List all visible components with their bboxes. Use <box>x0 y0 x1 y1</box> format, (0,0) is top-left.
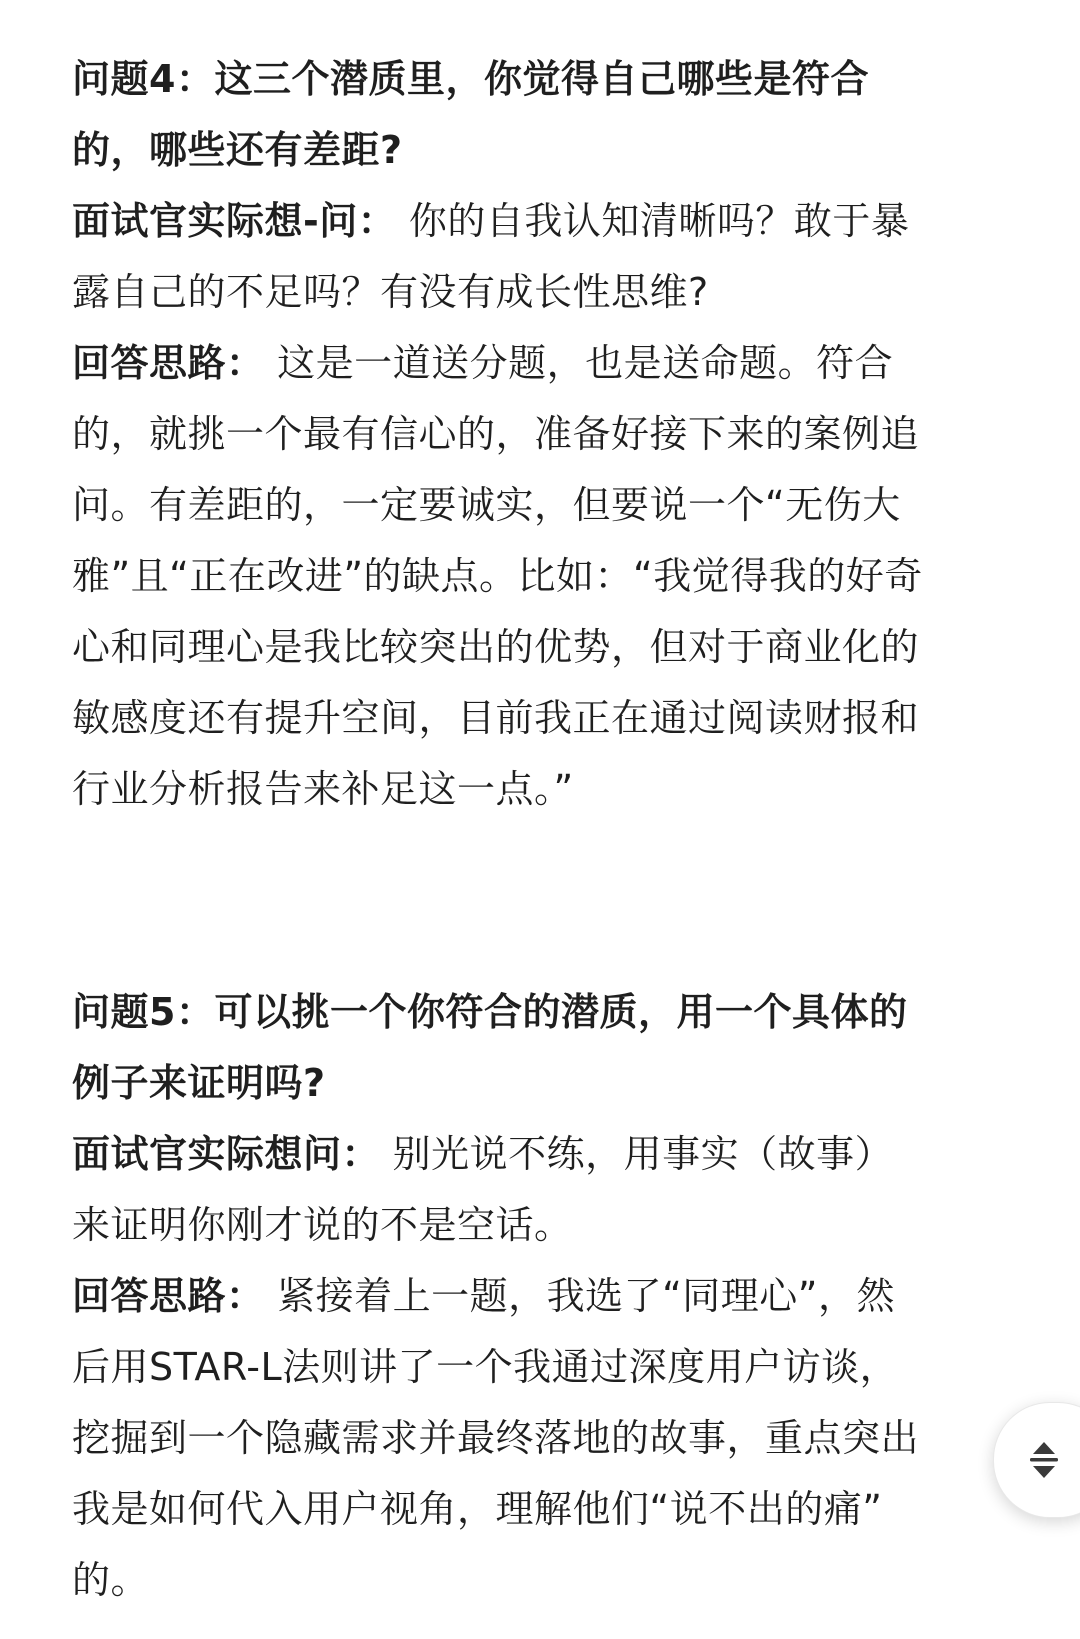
question-4-intent-line-2: 露自己的不足吗？有没有成长性思维? <box>72 270 709 314</box>
question-5-intent-line-1 <box>72 1119 1012 1190</box>
question-4-answer-line: 问。有差距的，一定要诚实，但要说一个“无伤大 <box>72 483 901 527</box>
question-5-title-line-1: 问题5：可以挑一个你符合的潜质，用一个具体的 <box>72 990 908 1034</box>
article-body <box>72 44 1012 1616</box>
question-5-answer-line: 的。 <box>72 1558 150 1602</box>
question-4-answer-line: 雅”且“正在改进”的缺点。比如：“我觉得我的好奇 <box>72 554 923 598</box>
question-5-answer-line: 后用STAR-L法则讲了一个我通过深度用户访谈， <box>72 1345 899 1389</box>
question-4-answer-text: 这是一道送分题，也是送命题。符合 <box>264 341 894 385</box>
question-4-intent-text: 你的自我认知清晰吗？敢于暴 <box>396 199 910 243</box>
question-5-answer-line: 挖掘到一个隐藏需求并最终落地的故事，重点突出 <box>72 1416 920 1460</box>
question-4-answer-line: 的，就挑一个最有信心的，准备好接下来的案例追 <box>72 412 920 456</box>
question-5-title-line-2: 例子来证明吗? <box>72 1061 326 1105</box>
question-4-answer-line: 行业分析报告来补足这一点。” <box>72 767 574 811</box>
question-4-intent-line-1 <box>72 186 1012 257</box>
question-4-section <box>72 44 1012 825</box>
question-5-answer-line-1 <box>72 1261 1012 1332</box>
question-4-answer-line-1 <box>72 328 1012 399</box>
question-5-answer-label: 回答思路： <box>72 1274 265 1318</box>
section-spacer <box>72 825 1012 977</box>
question-5-answer-text: 紧接着上一题，我选了“同理心”，然 <box>264 1274 895 1318</box>
question-5-intent-label: 面试官实际想问： <box>72 1132 381 1176</box>
question-4-intent-label: 面试官实际想-问： <box>72 199 397 243</box>
question-4-answer-line: 敏感度还有提升空间，目前我正在通过阅读财报和 <box>72 696 920 740</box>
question-5-intent-line-2: 来证明你刚才说的不是空话。 <box>72 1203 573 1247</box>
question-4-title-line-1: 问题4：这三个潜质里，你觉得自己哪些是符合 <box>72 57 869 101</box>
question-4-answer-label: 回答思路： <box>72 341 265 385</box>
question-5-answer-line: 我是如何代入用户视角，理解他们“说不出的痛” <box>72 1487 883 1531</box>
question-5-intent-text: 别光说不练，用事实（故事） <box>380 1132 894 1176</box>
question-4-title-line-2: 的，哪些还有差距? <box>72 128 403 172</box>
question-5-section <box>72 977 1012 1616</box>
question-4-answer-line: 心和同理心是我比较突出的优势，但对于商业化的 <box>72 625 920 669</box>
collapse-arrows-icon <box>1024 1440 1064 1480</box>
